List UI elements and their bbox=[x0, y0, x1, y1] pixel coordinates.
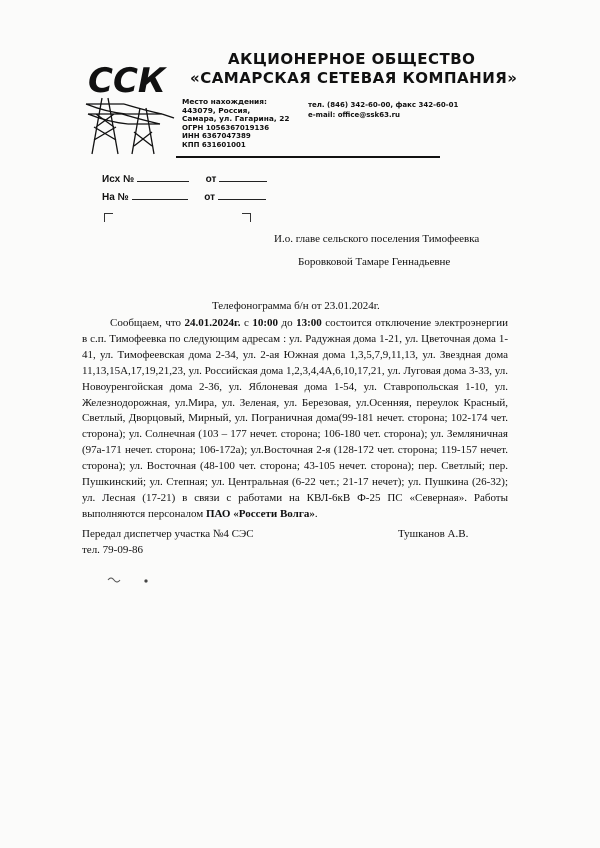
company-address bbox=[182, 98, 289, 150]
corner-mark-left bbox=[104, 213, 113, 222]
logo-text: ССК bbox=[88, 61, 166, 101]
outage-addresses: состоится отключение электроэнергии в с.п. Тимофеевка по следующим адресам : ул. Радужная дома 1-21, ул. Цветочная дома 1-41, ул. Тимофеевская дома 2-34, ул. 2-ая Южная дома 1,3,5,7,9,11,13, ул. Звездная дома 11,13,15А,17,19,21,23, ул. Российская дома 1,2,3,4,4А,6,10,17,21, ул. Луговая дома 3-33, ул. Новоуренгойская дома 2-36, ул. Яблоневая дома 1-54, ул. Ставропольская 1-10, ул. Железнодорожная, ул.Мира, ул. Зеленая, ул. Березовая, ул.Осенняя, переулок Красный, Светлый, Дворцовый, Мирный, ул. Пограничная дома(99-181 нечет. сторона; 102-174 чет. сторона); ул. Солнечная (103 – 177 нечет. сторона; 106-180 чет. сторона); ул. Земляничная (97а-171 нечет. сторона; 106-172а); ул.Восточная 2-я (128-172 чет. сторона; 119-157 нечет. сторона); ул. Восточная (48-100 чет. сторона; 43-105 нечет. сторона); пер. Светлый; пер. Пушкинский; ул. Степная; ул. Центральная (6-22 чет.; 21-17 нечет); ул. Пушкина (26-32); ул. Лесная (17-21) в связи с работами на КВЛ-6кВ Ф-25 ПС «Северная». Работы выполняются персоналом bbox=[82, 317, 509, 520]
outgoing-ref-label: Исх № bbox=[102, 174, 135, 185]
company-name bbox=[190, 50, 517, 88]
scan-mark bbox=[106, 574, 156, 586]
sender-position: Передал диспетчер участка №4 СЭС bbox=[82, 528, 254, 540]
signer-name: Тушканов А.В. bbox=[398, 528, 469, 540]
outgoing-ref bbox=[102, 172, 267, 185]
company-name-line2: «САМАРСКАЯ СЕТЕВАЯ КОМПАНИЯ» bbox=[190, 69, 518, 87]
outage-time-from: 10:00 bbox=[252, 317, 279, 329]
outage-time-to: 13:00 bbox=[296, 317, 322, 329]
corner-mark-right bbox=[242, 213, 251, 222]
sender-phone: тел. 79-09-86 bbox=[82, 544, 144, 556]
addressee-position: И.о. главе сельского поселения Тимофеевка bbox=[274, 233, 480, 245]
contractor-org: ПАО «Россети Волга» bbox=[205, 507, 315, 520]
inn: ИНН 6367047389 bbox=[182, 132, 251, 141]
address-zip: 443079, Россия, bbox=[182, 105, 251, 115]
document-heading: Телефонограмма б/н от 23.01.2024г. bbox=[212, 300, 380, 312]
address-label: Место нахождения: bbox=[182, 97, 267, 106]
addressee-name: Боровковой Тамаре Геннадьевне bbox=[298, 256, 451, 268]
ogrn: ОГРН 1056367019136 bbox=[182, 123, 270, 132]
email: e-mail: office@ssk63.ru bbox=[308, 111, 401, 119]
address-city: Самара, ул. Гагарина, 22 bbox=[182, 114, 290, 124]
phone-fax: тел. (846) 342-60-00, факс 342-60-01 bbox=[308, 101, 459, 109]
incoming-ref bbox=[102, 190, 266, 203]
company-logo bbox=[84, 52, 176, 156]
outage-date: 24.01.2024г. bbox=[184, 317, 241, 329]
kpp: КПП 631601001 bbox=[182, 140, 246, 149]
outgoing-date-label: от bbox=[205, 174, 217, 185]
header-divider bbox=[176, 156, 440, 158]
company-name-line1: АКЦИОНЕРНОЕ ОБЩЕСТВО bbox=[228, 50, 476, 68]
incoming-ref-label: На № bbox=[102, 192, 129, 203]
message-body: Сообщаем, что 24.01.2024г. с 10:00 до 13:00 состоится отключение электроэнергии в с.п. Тимофеевка по следующим адресам : ул. Радужная дома 1-21, ул. Цветочная дома 1-41, ул. Тимофеевская дома 2-34, ул. 2-ая Южная дома 1,3,5,7,9,11,13, ул. Звездная дома 11,13,15А,17,19,21,23, ул. Российская дома 1,2,3,4,4А,6,10,17,21, ул. Луговая дома 3-33, ул. Новоуренгойская дома 2-36, ул. Яблоневая дома 1-54, ул. Ставропольская 1-10, ул. Железнодорожная, ул.Мира, ул. Зеленая, ул. Березовая, ул.Осенняя, переулок Красный, Светлый, Дворцовый, Мирный, ул. Пограничная дома(99-181 нечет. сторона; 102-174 чет. сторона); ул. Солнечная (103 – 177 нечет. сторона; 106-180 чет. сторона); ул. Земляничная (97а-171 нечет. сторона; 106-172а); ул.Восточная 2-я (128-172 чет. сторона; 119-157 нечет. сторона); ул. Восточная (48-100 чет. сторона; 43-105 нечет. сторона); пер. Светлый; пер. Пушкинский; ул. Степная; ул. Центральная (6-22 чет.; 21-17 нечет); ул. Пушкина (26-32); ул. Лесная (17-21) в связи с работами на КВЛ-6кВ Ф-25 ПС «Северная». Работы выполняются персоналом ПАО «Россети Волга». bbox=[82, 317, 509, 520]
sender-block bbox=[82, 526, 254, 558]
incoming-date-label: от bbox=[204, 192, 216, 203]
company-contacts bbox=[308, 100, 458, 120]
